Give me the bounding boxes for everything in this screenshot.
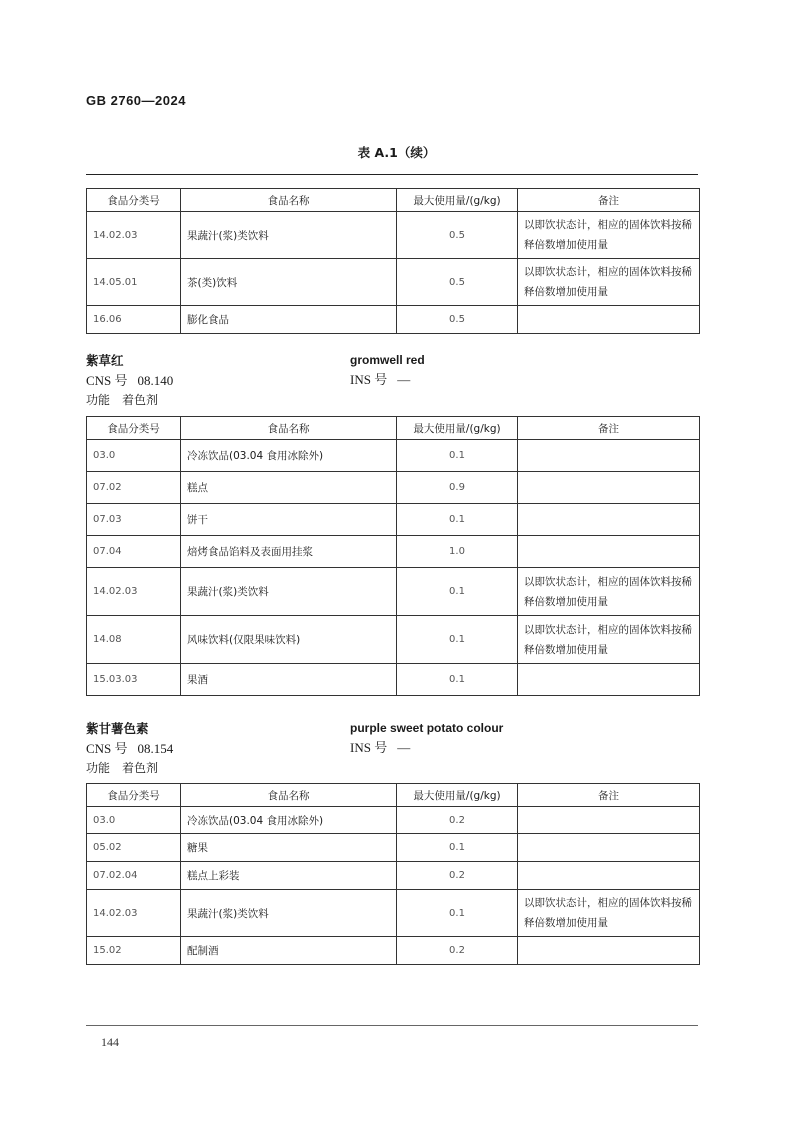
category-code: 15.02 xyxy=(87,937,181,965)
category-code: 03.0 xyxy=(87,440,181,472)
table-row xyxy=(87,259,700,306)
food-name: 糖果 xyxy=(181,834,397,862)
category-code: 14.05.01 xyxy=(87,259,181,306)
table-row xyxy=(87,664,700,696)
column-header-category-code: 食品分类号 xyxy=(87,784,181,807)
max-usage: 0.1 xyxy=(397,890,518,937)
ins-number: — xyxy=(397,740,411,755)
food-name: 糕点 xyxy=(181,472,397,504)
additive-english-name: gromwell red xyxy=(350,353,425,367)
food-name: 果蔬汁(浆)类饮料 xyxy=(181,212,397,259)
max-usage: 1.0 xyxy=(397,536,518,568)
remarks: 以即饮状态计，相应的固体饮料按稀释倍数增加使用量 xyxy=(518,616,700,664)
food-name: 果蔬汁(浆)类饮料 xyxy=(181,890,397,937)
table-header-row xyxy=(87,189,700,212)
additive-english-name: purple sweet potato colour xyxy=(350,721,504,735)
column-header-food-name: 食品名称 xyxy=(181,784,397,807)
max-usage: 0.2 xyxy=(397,862,518,890)
category-code: 03.0 xyxy=(87,807,181,834)
max-usage: 0.1 xyxy=(397,440,518,472)
food-name: 焙烤食品馅料及表面用挂浆 xyxy=(181,536,397,568)
additive-chinese-name: 紫甘薯色素 xyxy=(86,721,149,736)
usage-table-continued xyxy=(86,188,700,334)
column-header-remarks: 备注 xyxy=(518,417,700,440)
footer-rule xyxy=(86,1025,698,1026)
remarks xyxy=(518,937,700,965)
table-header-row xyxy=(87,784,700,807)
category-code: 07.02 xyxy=(87,472,181,504)
remarks xyxy=(518,807,700,834)
remarks xyxy=(518,472,700,504)
food-name: 果蔬汁(浆)类饮料 xyxy=(181,568,397,616)
category-code: 14.02.03 xyxy=(87,212,181,259)
food-name: 风味饮料(仅限果味饮料) xyxy=(181,616,397,664)
category-code: 07.03 xyxy=(87,504,181,536)
column-header-max-usage: 最大使用量/(g/kg) xyxy=(397,189,518,212)
table-row xyxy=(87,890,700,937)
cns-number: 08.140 xyxy=(137,373,174,388)
category-code: 05.02 xyxy=(87,834,181,862)
max-usage: 0.1 xyxy=(397,504,518,536)
table-row xyxy=(87,536,700,568)
food-name: 茶(类)饮料 xyxy=(181,259,397,306)
food-name: 饼干 xyxy=(181,504,397,536)
max-usage: 0.1 xyxy=(397,568,518,616)
function-value: 着色剂 xyxy=(122,393,159,407)
table-row xyxy=(87,306,700,334)
function-value: 着色剂 xyxy=(122,761,159,775)
column-header-food-name: 食品名称 xyxy=(181,189,397,212)
remarks xyxy=(518,536,700,568)
standard-number: GB 2760—2024 xyxy=(86,93,186,108)
column-header-food-name: 食品名称 xyxy=(181,417,397,440)
remarks: 以即饮状态计，相应的固体饮料按稀释倍数增加使用量 xyxy=(518,890,700,937)
category-code: 07.02.04 xyxy=(87,862,181,890)
ins-label: INS 号 xyxy=(350,372,388,387)
table-row xyxy=(87,472,700,504)
max-usage: 0.2 xyxy=(397,807,518,834)
category-code: 14.02.03 xyxy=(87,568,181,616)
column-header-max-usage: 最大使用量/(g/kg) xyxy=(397,784,518,807)
cns-label: CNS 号 xyxy=(86,373,128,388)
remarks xyxy=(518,306,700,334)
max-usage: 0.5 xyxy=(397,306,518,334)
cns-label: CNS 号 xyxy=(86,741,128,756)
food-name: 果酒 xyxy=(181,664,397,696)
category-code: 07.04 xyxy=(87,536,181,568)
table-row xyxy=(87,440,700,472)
food-name: 膨化食品 xyxy=(181,306,397,334)
food-name: 配制酒 xyxy=(181,937,397,965)
column-header-category-code: 食品分类号 xyxy=(87,189,181,212)
remarks: 以即饮状态计，相应的固体饮料按稀释倍数增加使用量 xyxy=(518,259,700,306)
remarks xyxy=(518,834,700,862)
table-header-row xyxy=(87,417,700,440)
food-name: 糕点上彩装 xyxy=(181,862,397,890)
max-usage: 0.1 xyxy=(397,834,518,862)
header-rule xyxy=(86,174,698,175)
max-usage: 0.1 xyxy=(397,616,518,664)
table-row xyxy=(87,862,700,890)
usage-table-gromwell-red xyxy=(86,416,700,696)
remarks xyxy=(518,504,700,536)
remarks xyxy=(518,862,700,890)
max-usage: 0.1 xyxy=(397,664,518,696)
ins-number: — xyxy=(397,372,411,387)
table-row xyxy=(87,834,700,862)
category-code: 14.08 xyxy=(87,616,181,664)
table-title: 表 A.1（续） xyxy=(357,145,436,160)
column-header-category-code: 食品分类号 xyxy=(87,417,181,440)
additive-info-gromwell-red xyxy=(86,350,699,410)
column-header-max-usage: 最大使用量/(g/kg) xyxy=(397,417,518,440)
column-header-remarks: 备注 xyxy=(518,189,700,212)
remarks xyxy=(518,664,700,696)
remarks xyxy=(518,440,700,472)
table-row xyxy=(87,937,700,965)
max-usage: 0.9 xyxy=(397,472,518,504)
ins-label: INS 号 xyxy=(350,740,388,755)
remarks: 以即饮状态计，相应的固体饮料按稀释倍数增加使用量 xyxy=(518,212,700,259)
category-code: 15.03.03 xyxy=(87,664,181,696)
table-row xyxy=(87,568,700,616)
function-label: 功能 xyxy=(86,761,111,775)
table-row xyxy=(87,616,700,664)
table-row xyxy=(87,504,700,536)
page-number: 144 xyxy=(101,1035,119,1049)
cns-number: 08.154 xyxy=(137,741,174,756)
additive-chinese-name: 紫草红 xyxy=(86,353,124,368)
table-row xyxy=(87,807,700,834)
table-row xyxy=(87,212,700,259)
max-usage: 0.2 xyxy=(397,937,518,965)
usage-table-purple-sweet-potato-colour xyxy=(86,783,700,965)
additive-info-purple-sweet-potato-colour xyxy=(86,718,699,778)
column-header-remarks: 备注 xyxy=(518,784,700,807)
function-label: 功能 xyxy=(86,393,111,407)
max-usage: 0.5 xyxy=(397,212,518,259)
remarks: 以即饮状态计，相应的固体饮料按稀释倍数增加使用量 xyxy=(518,568,700,616)
food-name: 冷冻饮品(03.04 食用冰除外) xyxy=(181,440,397,472)
category-code: 16.06 xyxy=(87,306,181,334)
category-code: 14.02.03 xyxy=(87,890,181,937)
food-name: 冷冻饮品(03.04 食用冰除外) xyxy=(181,807,397,834)
max-usage: 0.5 xyxy=(397,259,518,306)
